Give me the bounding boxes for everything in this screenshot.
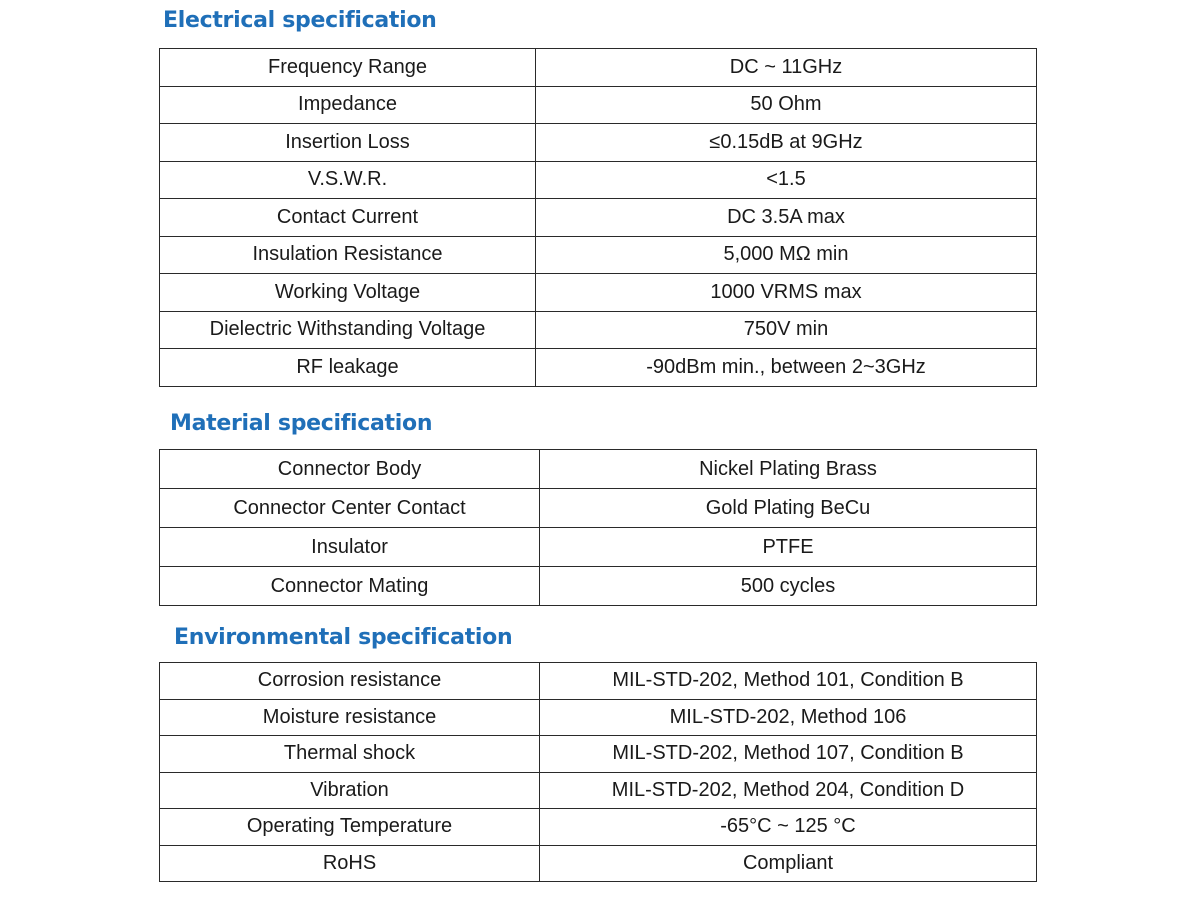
spec-row	[160, 772, 1037, 809]
spec-label: Thermal shock	[160, 736, 540, 773]
spec-value: MIL-STD-202, Method 107, Condition B	[540, 736, 1037, 773]
spec-label: RF leakage	[160, 349, 536, 387]
spec-row	[160, 86, 1037, 124]
spec-value: 750V min	[536, 311, 1037, 349]
spec-label: RoHS	[160, 845, 540, 882]
spec-value: 50 Ohm	[536, 86, 1037, 124]
spec-value: Gold Plating BeCu	[540, 489, 1037, 528]
spec-value: <1.5	[536, 161, 1037, 199]
spec-row	[160, 567, 1037, 606]
spec-value: MIL-STD-202, Method 101, Condition B	[540, 663, 1037, 700]
spec-row	[160, 161, 1037, 199]
spec-label: Moisture resistance	[160, 699, 540, 736]
spec-row	[160, 489, 1037, 528]
spec-row	[160, 663, 1037, 700]
spec-value: DC ~ 11GHz	[536, 49, 1037, 87]
spec-label: Working Voltage	[160, 274, 536, 312]
spec-label: Contact Current	[160, 199, 536, 237]
spec-label: Operating Temperature	[160, 809, 540, 846]
spec-row	[160, 49, 1037, 87]
spec-label: Connector Body	[160, 450, 540, 489]
spec-row	[160, 699, 1037, 736]
spec-label: Vibration	[160, 772, 540, 809]
spec-value: MIL-STD-202, Method 106	[540, 699, 1037, 736]
spec-value: Nickel Plating Brass	[540, 450, 1037, 489]
spec-value: Compliant	[540, 845, 1037, 882]
spec-row	[160, 809, 1037, 846]
spec-row	[160, 528, 1037, 567]
spec-label: Frequency Range	[160, 49, 536, 87]
spec-row	[160, 311, 1037, 349]
environmental-spec-heading: Environmental specification	[174, 625, 513, 650]
spec-label: Impedance	[160, 86, 536, 124]
spec-value: 5,000 MΩ min	[536, 236, 1037, 274]
material-spec-heading: Material specification	[170, 411, 433, 436]
electrical-spec-table	[159, 48, 1037, 387]
spec-value: 1000 VRMS max	[536, 274, 1037, 312]
spec-value: 500 cycles	[540, 567, 1037, 606]
material-spec-table	[159, 449, 1037, 606]
spec-label: Insulation Resistance	[160, 236, 536, 274]
spec-label: Insertion Loss	[160, 124, 536, 162]
spec-row	[160, 349, 1037, 387]
spec-row	[160, 450, 1037, 489]
spec-value: -90dBm min., between 2~3GHz	[536, 349, 1037, 387]
spec-label: V.S.W.R.	[160, 161, 536, 199]
spec-value: PTFE	[540, 528, 1037, 567]
spec-value: MIL-STD-202, Method 204, Condition D	[540, 772, 1037, 809]
spec-row	[160, 845, 1037, 882]
spec-value: ≤0.15dB at 9GHz	[536, 124, 1037, 162]
environmental-spec-table	[159, 662, 1037, 882]
spec-label: Dielectric Withstanding Voltage	[160, 311, 536, 349]
spec-label: Insulator	[160, 528, 540, 567]
spec-label: Connector Mating	[160, 567, 540, 606]
spec-value: DC 3.5A max	[536, 199, 1037, 237]
spec-row	[160, 274, 1037, 312]
spec-row	[160, 236, 1037, 274]
spec-value: -65°C ~ 125 °C	[540, 809, 1037, 846]
spec-label: Connector Center Contact	[160, 489, 540, 528]
spec-row	[160, 736, 1037, 773]
spec-row	[160, 199, 1037, 237]
spec-label: Corrosion resistance	[160, 663, 540, 700]
spec-row	[160, 124, 1037, 162]
electrical-spec-heading: Electrical specification	[163, 8, 437, 33]
